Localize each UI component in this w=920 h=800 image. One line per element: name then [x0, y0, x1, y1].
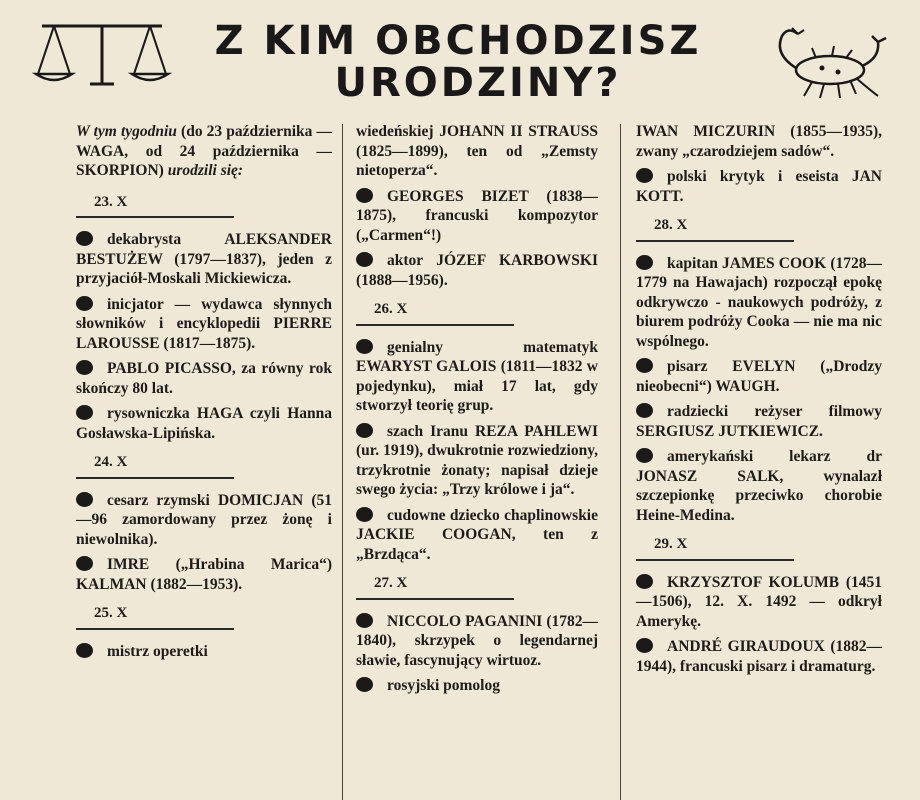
- entry: rosyjski pomolog: [356, 676, 598, 696]
- entry: kapitan JAMES COOK (1728—1779 na Hawajach) rozpoczął epokę odkrywczo - naukowych podróży, z biurem podróży Cooka — nie ma nic wspólnego.: [636, 254, 882, 350]
- bullet-dot-icon: [76, 643, 93, 658]
- bullet-dot-icon: [76, 556, 93, 571]
- bullet-dot-icon: [356, 252, 373, 267]
- bullet-dot-icon: [636, 403, 653, 418]
- entry: pisarz EVELYN („Drodzy nieobecni“) WAUGH.: [636, 358, 882, 395]
- entry: cudowne dziecko chaplinowskie JACKIE COOGAN, ten z „Brzdąca“.: [356, 506, 598, 563]
- bullet-dot-icon: [76, 231, 93, 246]
- entry: KRZYSZTOF KOLUMB (1451—1506), 12. X. 1492 — odkrył Amerykę.: [636, 573, 882, 630]
- column-divider: [620, 124, 621, 800]
- column-1: [76, 122, 332, 667]
- bullet-dot-icon: [636, 168, 653, 183]
- date-heading: 27. X: [356, 574, 514, 600]
- entry: ANDRÉ GIRAUDOUX (1882—1944), francuski pisarz i dramaturg.: [636, 638, 882, 675]
- entry: PABLO PICASSO, za równy rok skończy 80 lat.: [76, 360, 332, 397]
- bullet-dot-icon: [636, 448, 653, 463]
- column-divider: [342, 124, 343, 800]
- date-heading: 24. X: [76, 453, 234, 479]
- entry: mistrz operetki: [76, 642, 332, 662]
- entry: dekabrysta ALEKSANDER BESTUŻEW (1797—1837), jeden z przyjaciół-Moskali Mickiewicza.: [76, 231, 332, 287]
- bullet-dot-icon: [636, 358, 653, 373]
- bullet-dot-icon: [76, 405, 93, 420]
- date-heading: 26. X: [356, 300, 514, 326]
- bullet-dot-icon: [636, 255, 653, 270]
- entry: cesarz rzymski DOMICJAN (51—96 zamordowany przez żonę i niewolnika).: [76, 491, 332, 548]
- scorpion-icon: [752, 18, 892, 102]
- bullet-dot-icon: [636, 574, 653, 589]
- bullet-dot-icon: [356, 507, 373, 522]
- entry: GEORGES BIZET (1838—1875), francuski kompozytor („Carmen“!): [356, 187, 598, 244]
- date-heading: 29. X: [636, 535, 794, 561]
- entry: aktor JÓZEF KARBOWSKI (1888—1956).: [356, 252, 598, 289]
- entry: genialny matematyk EWARYST GALOIS (1811—1832 w pojedynku), miał 17 lat, gdy stworzył teorię grup.: [356, 338, 598, 414]
- date-heading: 25. X: [76, 604, 234, 630]
- entry: NICCOLO PAGANINI (1782—1840), skrzypek o legendarnej sławie, fascynujący wirtuoz.: [356, 612, 598, 669]
- bullet-dot-icon: [76, 360, 93, 375]
- bullet-dot-icon: [356, 339, 373, 354]
- entry: szach Iranu REZA PAHLEWI (ur. 1919), dwukrotnie rozwiedziony, trzykrotnie żonaty; napisał dzieje swego życia: „Trzy królowe i ja“.: [356, 422, 598, 498]
- entry-continued: wiedeńskiej JOHANN II STRAUSS (1825—1899), ten od „Zemsty nietoperza“.: [356, 123, 598, 179]
- bullet-dot-icon: [356, 188, 373, 203]
- entry: inicjator — wydawca słynnych słowników i encyklopedii PIERRE LAROUSSE (1817—1875).: [76, 295, 332, 352]
- page-title: [178, 20, 738, 104]
- entry: polski krytyk i eseista JAN KOTT.: [636, 168, 882, 205]
- entry: IMRE („Hrabina Marica“) KALMAN (1882—1953).: [76, 556, 332, 593]
- column-3: [636, 122, 882, 682]
- entry: amerykański lekarz dr JONASZ SALK, wynalazł szczepionkę przeciwko chorobie Heine-Medina.: [636, 448, 882, 524]
- bullet-dot-icon: [76, 296, 93, 311]
- date-heading: 28. X: [636, 216, 794, 242]
- entry: radziecki reżyser filmowy SERGIUSZ JUTKIEWICZ.: [636, 403, 882, 440]
- bullet-dot-icon: [636, 638, 653, 653]
- entry: rysowniczka HAGA czyli Hanna Gosławska-Lipińska.: [76, 405, 332, 442]
- bullet-dot-icon: [356, 423, 373, 438]
- date-heading: 23. X: [76, 193, 234, 219]
- libra-scales-icon: [32, 20, 172, 90]
- bullet-dot-icon: [356, 677, 373, 692]
- bullet-dot-icon: [356, 613, 373, 628]
- title-line-1: Z KIM OBCHODZISZ: [214, 18, 702, 64]
- intro-text: W tym tygodniu (do 23 października — WAGA, od 24 października — SKORPION) urodzili się:: [76, 123, 332, 179]
- bullet-dot-icon: [76, 492, 93, 507]
- column-2: [356, 122, 598, 702]
- entry-continued: IWAN MICZURIN (1855—1935), zwany „czarodziejem sadów“.: [636, 123, 882, 160]
- title-line-2: URODZINY?: [334, 60, 622, 106]
